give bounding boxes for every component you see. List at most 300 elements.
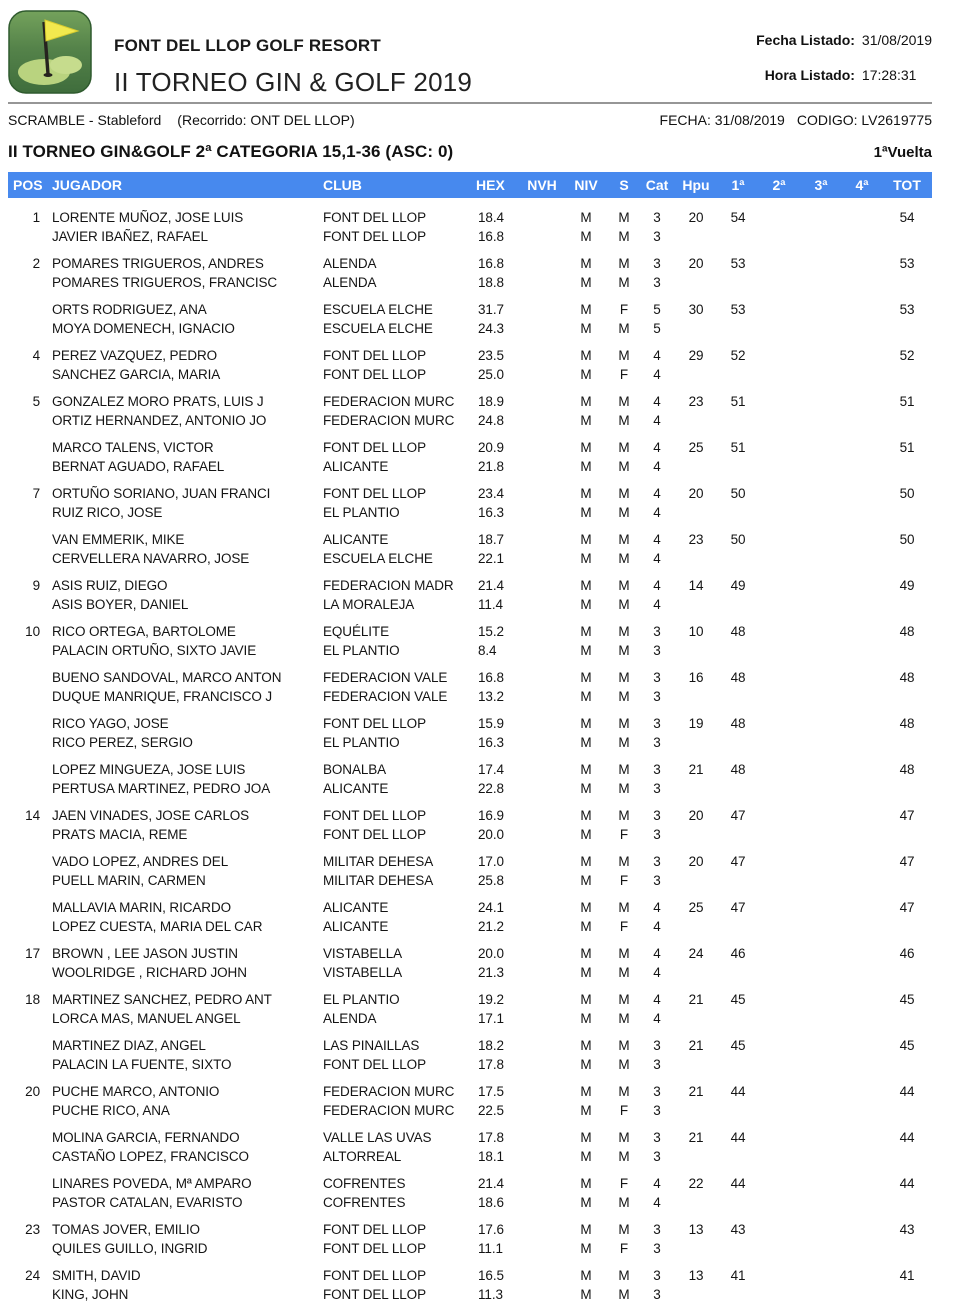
team-player-line-2 [8,1101,932,1120]
team-row [8,760,932,798]
player-club: FEDERACION VALE [323,689,448,704]
team-player-line-1 [8,438,932,457]
position-cell: 14 [25,808,40,823]
category-cell: 4 [653,551,661,566]
team-row [8,392,932,430]
hex-handicap-cell: 13.2 [478,689,504,704]
category-cell: 4 [653,367,661,382]
hex-handicap-cell: 20.0 [478,827,504,842]
player-club: FONT DEL LLOP [323,716,426,731]
hex-handicap-cell: 19.2 [478,992,504,1007]
position-cell: 17 [25,946,40,961]
category-cell: 3 [653,854,661,869]
hpu-cell: 25 [688,440,704,455]
category-cell: 3 [653,1038,661,1053]
category-cell: 4 [653,578,661,593]
round1-score-cell: 45 [730,992,746,1007]
total-score-cell: 41 [899,1268,915,1283]
player-club: FONT DEL LLOP [323,1222,426,1237]
category-cell: 3 [653,827,661,842]
team-player-line-1 [8,1036,932,1055]
hpu-cell: 21 [688,1130,704,1145]
player-name: RICO YAGO, JOSE [52,716,169,731]
hex-handicap-cell: 17.8 [478,1130,504,1145]
player-club: COFRENTES [323,1195,406,1210]
team-player-line-1 [8,760,932,779]
player-club: FONT DEL LLOP [323,1287,426,1302]
team-row [8,530,932,568]
team-row [8,668,932,706]
sex-cell: F [619,367,629,382]
player-name: RICO PEREZ, SERGIO [52,735,193,750]
category-cell: 3 [653,873,661,888]
team-player-line-2 [8,227,932,246]
round1-score-cell: 48 [730,762,746,777]
player-club: FEDERACION MURC [323,413,455,428]
team-row [8,1128,932,1166]
col-header-hex: HEX [476,177,505,193]
hex-handicap-cell: 8.4 [478,643,497,658]
competition-format: SCRAMBLE - Stableford [8,112,162,128]
niv-cell: M [580,229,592,244]
hpu-cell: 21 [688,1038,704,1053]
hpu-cell: 29 [688,348,704,363]
col-header-niv: NIV [574,177,598,193]
player-name: JAVIER IBAÑEZ, RAFAEL [52,229,208,244]
player-club: ALICANTE [323,532,389,547]
team-row [8,852,932,890]
player-name: ASIS BOYER, DANIEL [52,597,189,612]
hex-handicap-cell: 16.9 [478,808,504,823]
category-cell: 3 [653,1222,661,1237]
team-row [8,1082,932,1120]
team-player-line-1 [8,392,932,411]
hex-handicap-cell: 18.4 [478,210,504,225]
player-name: ORTS RODRIGUEZ, ANA [52,302,207,317]
hex-handicap-cell: 24.3 [478,321,504,336]
hora-listado-value: 17:28:31 [861,66,917,83]
team-player-line-2 [8,779,932,798]
sex-cell: M [618,532,630,547]
hex-handicap-cell: 16.8 [478,256,504,271]
category-cell: 3 [653,229,661,244]
round1-score-cell: 45 [730,1038,746,1053]
sex-cell: F [619,1176,629,1191]
fecha-listado-value: 31/08/2019 [861,32,932,48]
position-cell: 9 [32,578,40,593]
recorrido: (Recorrido: ONT DEL LLOP) [177,112,355,128]
team-row [8,254,932,292]
hex-handicap-cell: 23.4 [478,486,504,501]
team-row [8,622,932,660]
total-score-cell: 54 [899,210,915,225]
player-name: PUCHE RICO, ANA [52,1103,170,1118]
sex-cell: M [618,321,630,336]
player-name: KING, JOHN [52,1287,129,1302]
hex-handicap-cell: 17.5 [478,1084,504,1099]
player-name: GONZALEZ MORO PRATS, LUIS J [52,394,264,409]
player-club: FEDERACION MURC [323,394,455,409]
team-player-line-2 [8,871,932,890]
player-name: RICO ORTEGA, BARTOLOME [52,624,236,639]
player-club: EL PLANTIO [323,992,400,1007]
niv-cell: M [580,1038,592,1053]
team-player-line-2 [8,1147,932,1166]
hpu-cell: 21 [688,992,704,1007]
player-club: COFRENTES [323,1176,406,1191]
round1-score-cell: 47 [730,900,746,915]
team-player-line-1 [8,576,932,595]
hex-handicap-cell: 15.2 [478,624,504,639]
player-name: MALLAVIA MARIN, RICARDO [52,900,231,915]
hpu-cell: 30 [688,302,704,317]
hex-handicap-cell: 22.5 [478,1103,504,1118]
round1-score-cell: 54 [730,210,746,225]
hex-handicap-cell: 21.4 [478,1176,504,1191]
hpu-cell: 22 [688,1176,704,1191]
player-name: MARTINEZ SANCHEZ, PEDRO ANT [52,992,272,1007]
player-name: LINARES POVEDA, Mª AMPARO [52,1176,252,1191]
player-club: FONT DEL LLOP [323,808,426,823]
player-name: MARCO TALENS, VICTOR [52,440,214,455]
player-club: ESCUELA ELCHE [323,551,433,566]
niv-cell: M [580,900,592,915]
team-player-line-1 [8,668,932,687]
niv-cell: M [580,394,592,409]
niv-cell: M [580,808,592,823]
category-cell: 3 [653,1149,661,1164]
player-club: ESCUELA ELCHE [323,302,433,317]
player-club: FONT DEL LLOP [323,1057,426,1072]
team-player-line-1 [8,622,932,641]
table-header-bar [8,172,932,198]
header-titles [114,36,472,96]
sex-cell: M [618,1038,630,1053]
niv-cell: M [580,210,592,225]
niv-cell: M [580,275,592,290]
category-cell: 4 [653,486,661,501]
hex-handicap-cell: 17.0 [478,854,504,869]
category-cell: 4 [653,459,661,474]
player-club: VISTABELLA [323,946,403,961]
hpu-cell: 25 [688,900,704,915]
team-player-line-1 [8,530,932,549]
round1-score-cell: 47 [730,808,746,823]
section-title: II TORNEO GIN&GOLF 2ª CATEGORIA 15,1-36 (ASC: 0) [8,142,454,161]
player-name: PERTUSA MARTINEZ, PEDRO JOA [52,781,271,796]
sex-cell: M [618,486,630,501]
sex-cell: M [618,1287,630,1302]
player-name: BUENO SANDOVAL, MARCO ANTON [52,670,282,685]
sex-cell: M [618,735,630,750]
team-player-line-2 [8,1285,932,1304]
player-club: FEDERACION MURC [323,1103,455,1118]
niv-cell: M [580,643,592,658]
player-name: PALACIN LA FUENTE, SIXTO [52,1057,232,1072]
category-cell: 4 [653,348,661,363]
sex-cell: M [618,229,630,244]
team-player-line-2 [8,503,932,522]
round1-score-cell: 50 [730,486,746,501]
sex-cell: M [618,643,630,658]
hex-handicap-cell: 18.8 [478,275,504,290]
team-player-line-1 [8,1174,932,1193]
player-club: FONT DEL LLOP [323,1268,426,1283]
niv-cell: M [580,1222,592,1237]
category-cell: 3 [653,210,661,225]
team-player-line-2 [8,549,932,568]
col-header-round1: 1ª [731,177,745,193]
team-row [8,208,932,246]
round1-score-cell: 44 [730,1084,746,1099]
player-name: BROWN , LEE JASON JUSTIN [52,946,238,961]
player-club: EL PLANTIO [323,735,400,750]
category-cell: 3 [653,643,661,658]
player-name: PRATS MACIA, REME [52,827,188,842]
hpu-cell: 20 [688,210,704,225]
hex-handicap-cell: 17.8 [478,1057,504,1072]
player-name: QUILES GUILLO, INGRID [52,1241,208,1256]
category-cell: 4 [653,1195,661,1210]
total-score-cell: 53 [899,302,915,317]
team-player-line-1 [8,1082,932,1101]
hpu-cell: 21 [688,1084,704,1099]
hpu-cell: 23 [688,532,704,547]
sex-cell: M [618,781,630,796]
tournament-name: II TORNEO GIN & GOLF 2019 [114,67,473,97]
total-score-cell: 51 [899,440,915,455]
niv-cell: M [580,854,592,869]
category-cell: 3 [653,1287,661,1302]
player-name: SANCHEZ GARCIA, MARIA [52,367,221,382]
team-player-line-2 [8,1009,932,1028]
player-club: MILITAR DEHESA [323,854,434,869]
total-score-cell: 50 [899,532,915,547]
player-name: JAEN VINADES, JOSE CARLOS [52,808,250,823]
player-club: LAS PINAILLAS [323,1038,420,1053]
sex-cell: M [618,689,630,704]
player-name: POMARES TRIGUEROS, ANDRES [52,256,264,271]
hpu-cell: 14 [688,578,704,593]
niv-cell: M [580,367,592,382]
position-cell: 5 [32,394,40,409]
niv-cell: M [580,624,592,639]
player-name: MOYA DOMENECH, IGNACIO [52,321,235,336]
listado-info [756,32,932,96]
player-name: ORTIZ HERNANDEZ, ANTONIO JO [52,413,267,428]
sex-cell: M [618,992,630,1007]
round1-score-cell: 48 [730,716,746,731]
category-cell: 3 [653,781,661,796]
niv-cell: M [580,1176,592,1191]
niv-cell: M [580,762,592,777]
round1-score-cell: 51 [730,440,746,455]
category-cell: 3 [653,275,661,290]
fecha-listado-label: Fecha Listado: [756,32,855,48]
niv-cell: M [580,946,592,961]
hex-handicap-cell: 21.4 [478,578,504,593]
team-player-line-1 [8,300,932,319]
niv-cell: M [580,992,592,1007]
sex-cell: F [619,302,629,317]
sex-cell: M [618,459,630,474]
resort-name: FONT DEL LLOP GOLF RESORT [114,36,381,55]
category-cell: 3 [653,808,661,823]
team-player-line-1 [8,990,932,1009]
sex-cell: M [618,670,630,685]
hex-handicap-cell: 18.2 [478,1038,504,1053]
total-score-cell: 48 [899,670,915,685]
player-name: WOOLRIDGE , RICHARD JOHN [52,965,247,980]
round1-score-cell: 41 [730,1268,746,1283]
team-player-line-2 [8,1193,932,1212]
team-player-line-1 [8,484,932,503]
sex-cell: M [618,440,630,455]
category-cell: 3 [653,716,661,731]
player-name: MARTINEZ DIAZ, ANGEL [52,1038,206,1053]
round1-score-cell: 44 [730,1176,746,1191]
category-cell: 4 [653,440,661,455]
round1-score-cell: 53 [730,256,746,271]
category-cell: 3 [653,762,661,777]
hex-handicap-cell: 17.6 [478,1222,504,1237]
position-cell: 4 [32,348,40,363]
sex-cell: M [618,1011,630,1026]
sex-cell: M [618,275,630,290]
sex-cell: M [618,413,630,428]
sex-cell: M [618,624,630,639]
category-cell: 4 [653,505,661,520]
team-row [8,438,932,476]
player-name: SMITH, DAVID [52,1268,141,1283]
results-table-body [8,208,932,1304]
hpu-cell: 20 [688,486,704,501]
team-player-line-1 [8,346,932,365]
sex-cell: M [618,1222,630,1237]
niv-cell: M [580,1149,592,1164]
player-club: FEDERACION VALE [323,670,448,685]
sex-cell: M [618,946,630,961]
hpu-cell: 16 [688,670,704,685]
sex-cell: F [619,919,629,934]
niv-cell: M [580,348,592,363]
sex-cell: M [618,808,630,823]
niv-cell: M [580,735,592,750]
player-name: LORENTE MUÑOZ, JOSE LUIS [52,210,244,225]
team-player-line-2 [8,411,932,430]
category-cell: 3 [653,1241,661,1256]
hex-handicap-cell: 22.8 [478,781,504,796]
niv-cell: M [580,1195,592,1210]
sex-cell: M [618,716,630,731]
round1-score-cell: 46 [730,946,746,961]
hpu-cell: 10 [688,624,704,639]
total-score-cell: 45 [899,992,915,1007]
player-name: DUQUE MANRIQUE, FRANCISCO J [52,689,273,704]
sex-cell: M [618,551,630,566]
niv-cell: M [580,1103,592,1118]
position-cell: 18 [25,992,40,1007]
player-name: PUELL MARIN, CARMEN [52,873,206,888]
sex-cell: M [618,1130,630,1145]
niv-cell: M [580,1130,592,1145]
niv-cell: M [580,597,592,612]
position-cell: 2 [32,256,40,271]
team-player-line-2 [8,365,932,384]
sex-cell: M [618,1149,630,1164]
team-player-line-2 [8,963,932,982]
player-name: MOLINA GARCIA, FERNANDO [52,1130,240,1145]
hpu-cell: 21 [688,762,704,777]
category-cell: 4 [653,597,661,612]
col-header-nvh: NVH [527,177,557,193]
player-club: BONALBA [323,762,387,777]
niv-cell: M [580,1011,592,1026]
total-score-cell: 48 [899,762,915,777]
team-row [8,1036,932,1074]
player-club: FONT DEL LLOP [323,210,426,225]
player-club: ESCUELA ELCHE [323,321,433,336]
position-cell: 24 [25,1268,40,1283]
col-header-s: S [619,177,629,193]
player-club: FONT DEL LLOP [323,440,426,455]
player-name: ASIS RUIZ, DIEGO [52,578,168,593]
player-name: CERVELLERA NAVARRO, JOSE [52,551,250,566]
team-player-line-2 [8,595,932,614]
niv-cell: M [580,302,592,317]
total-score-cell: 46 [899,946,915,961]
player-club: FEDERACION MADR [323,578,454,593]
player-club: EL PLANTIO [323,643,400,658]
niv-cell: M [580,486,592,501]
team-row [8,990,932,1028]
hex-handicap-cell: 18.6 [478,1195,504,1210]
player-name: LOPEZ CUESTA, MARIA DEL CAR [52,919,263,934]
total-score-cell: 49 [899,578,915,593]
niv-cell: M [580,919,592,934]
team-player-line-2 [8,1239,932,1258]
header-divider [8,102,932,104]
category-cell: 3 [653,624,661,639]
position-cell: 10 [25,624,40,639]
team-player-line-1 [8,254,932,273]
sex-cell: M [618,348,630,363]
player-club: MILITAR DEHESA [323,873,434,888]
niv-cell: M [580,321,592,336]
player-name: BERNAT AGUADO, RAFAEL [52,459,225,474]
niv-cell: M [580,965,592,980]
hex-handicap-cell: 11.3 [478,1287,503,1302]
niv-cell: M [580,689,592,704]
sex-cell: M [618,1057,630,1072]
niv-cell: M [580,873,592,888]
player-club: FONT DEL LLOP [323,348,426,363]
total-score-cell: 44 [899,1176,915,1191]
category-cell: 3 [653,1057,661,1072]
team-player-line-1 [8,1128,932,1147]
category-cell: 4 [653,1011,661,1026]
sex-cell: F [619,827,629,842]
sex-cell: M [618,900,630,915]
total-score-cell: 44 [899,1130,915,1145]
hex-handicap-cell: 20.0 [478,946,504,961]
hex-handicap-cell: 22.1 [478,551,504,566]
hpu-cell: 20 [688,256,704,271]
category-cell: 3 [653,256,661,271]
sex-cell: M [618,256,630,271]
category-cell: 3 [653,735,661,750]
total-score-cell: 48 [899,716,915,731]
